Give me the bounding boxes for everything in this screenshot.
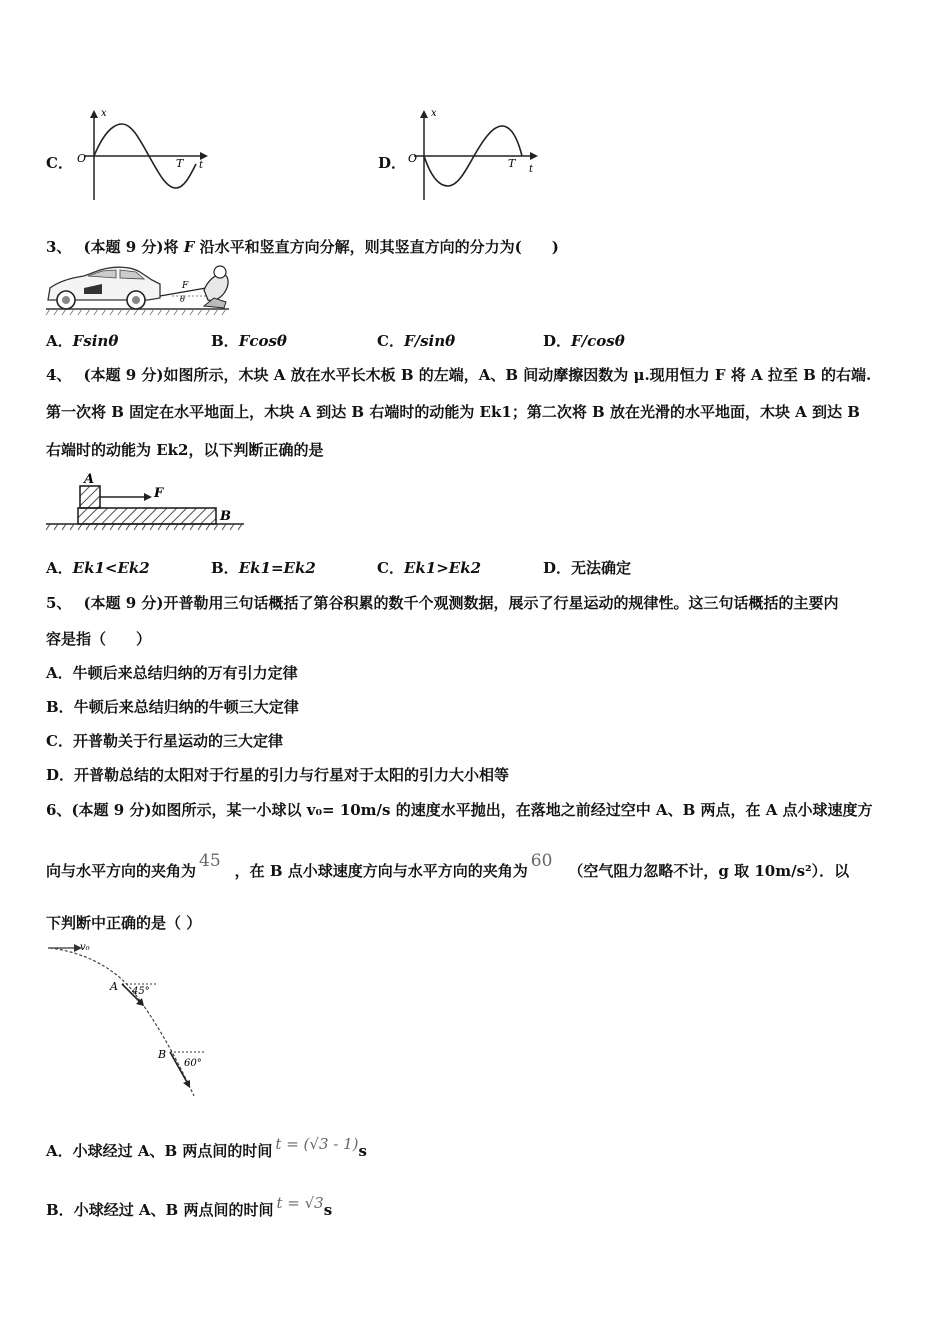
- q4-block-figure: [44, 472, 254, 534]
- q6-option-a-unit: s: [358, 1142, 367, 1160]
- q6-angle-45: 45: [199, 851, 221, 871]
- q5-number: 5、: [46, 594, 72, 612]
- q3-stem-pre: (本题 9 分)将: [83, 238, 184, 256]
- q4-line-2: 第一次将 B 固定在水平地面上，木块 A 到达 B 右端时的动能为 Ek1；第二次将 B 放在光滑的水平地面，木块 A 到达 B: [46, 403, 860, 421]
- q6-option-b-unit: s: [323, 1201, 333, 1219]
- q4-option-c-label: C．: [377, 559, 404, 577]
- q3-option-b-text: Fcosθ: [238, 332, 287, 350]
- q5-option-c-text: 开普勒关于行星运动的三大定律: [72, 732, 283, 750]
- q6-option-a-text: 小球经过 A、B 两点间的时间: [72, 1142, 273, 1160]
- q4-option-b-label: B．: [211, 559, 239, 577]
- q3-number: 3、: [46, 238, 72, 256]
- q3-stem: [46, 236, 559, 257]
- q5-option-c-label: C．: [46, 732, 73, 750]
- q3-stem-post: 沿水平和竖直方向分解，则其竖直方向的分力为( ): [194, 238, 559, 256]
- q6-line-3: 下判断中正确的是（ ）: [46, 914, 202, 932]
- q5-option-d-label: D．: [46, 766, 75, 784]
- q4-option-a[interactable]: [46, 557, 150, 578]
- q5-option-b-label: B．: [46, 698, 74, 716]
- q5-option-b-text: 牛顿后来总结归纳的牛顿三大定律: [73, 698, 299, 716]
- q6-fig-a: A: [110, 980, 118, 993]
- graph-c-origin: O: [77, 152, 87, 165]
- q3-stem-f: F: [183, 238, 195, 256]
- q6-option-a-formula: t = (√3 - 1): [275, 1135, 359, 1153]
- q5-option-d[interactable]: [46, 764, 509, 785]
- q4-option-d[interactable]: [543, 557, 631, 578]
- q6-angle-60: 60: [530, 851, 553, 871]
- q4-option-c-text: Ek1>Ek2: [403, 559, 482, 577]
- q3-option-a-text: Fsinθ: [72, 332, 119, 350]
- option-d-label: D．: [378, 154, 407, 172]
- q5-line-2: 容是指（ ）: [46, 630, 152, 648]
- q6-option-b-text: 小球经过 A、B 两点间的时间: [73, 1201, 274, 1219]
- graph-d-T: T: [508, 157, 516, 170]
- q6-fig-a45: 45°: [132, 986, 150, 997]
- q5-line-1-text: (本题 9 分)开普勒用三句话概括了第谷积累的数千个观测数据，展示了行星运动的规律性。这三句话概括的主要内: [83, 594, 839, 612]
- q6-line-2-b: ，在 B 点小球速度方向与水平方向的夹角为: [234, 862, 528, 880]
- graph-c-x-label: x: [101, 108, 107, 119]
- q5-option-c[interactable]: [46, 730, 283, 751]
- q4-fig-f: F: [154, 486, 164, 501]
- q5-line-1: [46, 592, 839, 613]
- q3-option-c[interactable]: [377, 330, 455, 351]
- q6-option-a[interactable]: [46, 1135, 367, 1161]
- q3-fig-theta: θ: [180, 295, 185, 304]
- q3-car-figure: [44, 262, 234, 320]
- q6-fig-b: B: [158, 1048, 167, 1061]
- q6-line-2-a: 向与水平方向的夹角为: [46, 862, 197, 880]
- q3-option-d[interactable]: [543, 330, 625, 351]
- q4-option-d-label: D．: [543, 559, 572, 577]
- q3-fig-f: F: [182, 281, 189, 291]
- graph-d-x-label: x: [431, 108, 437, 119]
- q3-option-a-label: A．: [46, 332, 73, 350]
- q6-option-b[interactable]: [46, 1194, 333, 1220]
- option-c-label: C．: [46, 154, 73, 172]
- q4-option-c[interactable]: [377, 557, 481, 578]
- q6-line-1-text: (本题 9 分)如图所示，某一小球以 v₀= 10m/s 的速度水平抛出，在落地之前经过空中 A、B 两点，在 A 点小球速度方: [71, 801, 873, 819]
- q6-option-a-label: A．: [46, 1142, 73, 1160]
- q6-fig-a60: 60°: [184, 1058, 202, 1069]
- q5-option-b[interactable]: [46, 696, 299, 717]
- q4-option-b[interactable]: [211, 557, 316, 578]
- graph-c-T: T: [176, 157, 184, 170]
- q3-option-c-label: C．: [377, 332, 404, 350]
- q5-option-d-text: 开普勒总结的太阳对于行星的引力与行星对于太阳的引力大小相等: [74, 766, 510, 784]
- q4-option-d-text: 无法确定: [571, 559, 632, 577]
- q5-option-a-label: A．: [46, 664, 73, 682]
- graph-d-t: t: [529, 164, 534, 175]
- q6-number: 6、: [46, 801, 72, 819]
- q6-trajectory-figure: [44, 938, 214, 1103]
- q3-option-c-text: F/sinθ: [403, 332, 456, 350]
- q4-line-1-text: (本题 9 分)如图所示，木块 A 放在水平长木板 B 的左端，A、B 间动摩擦因数为 μ.现用恒力 F 将 A 拉至 B 的右端.: [83, 366, 872, 384]
- q6-line-1: [46, 799, 873, 820]
- q4-fig-b: B: [220, 509, 231, 524]
- q4-option-a-text: Ek1<Ek2: [72, 559, 150, 577]
- q6-option-b-label: B．: [46, 1201, 74, 1219]
- q6-line-2: [46, 851, 850, 881]
- q3-option-d-label: D．: [543, 332, 572, 350]
- q4-line-3: 右端时的动能为 Ek2，以下判断正确的是: [46, 441, 324, 459]
- q4-number: 4、: [46, 366, 72, 384]
- q5-option-a-text: 牛顿后来总结归纳的万有引力定律: [72, 664, 298, 682]
- q4-fig-a: A: [84, 472, 95, 487]
- graph-c: [74, 104, 214, 204]
- q6-option-b-formula: t = √3: [276, 1194, 324, 1212]
- q4-line-1: [46, 364, 871, 385]
- q6-line-2-c: （空气阻力忽略不计，g 取 10m/s²）．以: [568, 862, 850, 880]
- q5-option-a[interactable]: [46, 662, 298, 683]
- graph-c-t: t: [199, 160, 204, 171]
- graph-d-origin: O: [408, 152, 418, 165]
- q3-option-d-text: F/cosθ: [571, 332, 625, 350]
- q3-option-b-label: B．: [211, 332, 239, 350]
- q3-option-a[interactable]: [46, 330, 118, 351]
- q6-fig-v0: v₀: [80, 942, 90, 953]
- q4-option-b-text: Ek1=Ek2: [238, 559, 316, 577]
- q3-option-b[interactable]: [211, 330, 287, 351]
- q4-option-a-label: A．: [46, 559, 73, 577]
- graph-d: [404, 104, 544, 204]
